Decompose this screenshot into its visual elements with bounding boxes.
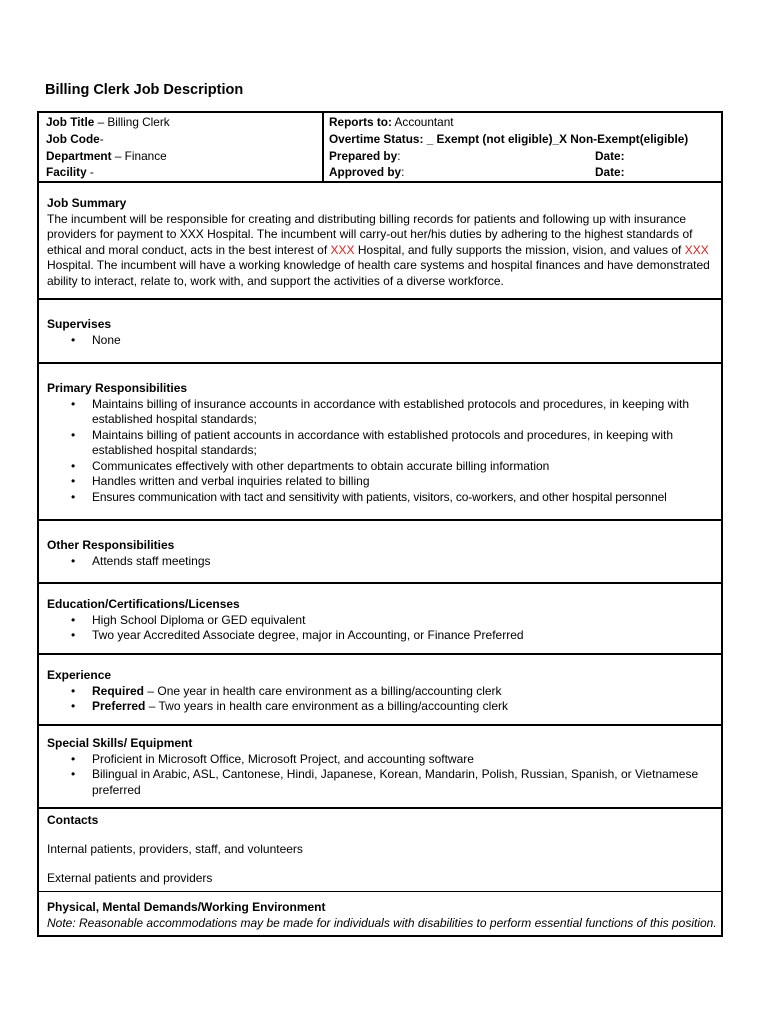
other-responsibilities-list [47, 554, 721, 570]
job-summary-heading: Job Summary [47, 196, 127, 210]
job-summary-text: The incumbent will be responsible for creating and distributing billing records for patients and following up with insurance providers for payment to XXX Hospital. The incumbent will carry-out her/his duties by adhering to the highest standards of ethical and moral conduct, acts in the best interest of XXX Hospital, and fully supports the mission, vision, and values of XXX Hospital. The incumbent will have a working knowledge of health care systems and hospital finances and have demonstrated ability to interact, relate to, work with, and support the activities of a diverse workforce. [47, 211, 710, 288]
education-section [39, 584, 721, 655]
prepared-by-value: : [397, 149, 401, 163]
job-code-row [39, 131, 322, 147]
approved-date-label: Date: [595, 165, 625, 179]
experience-list [47, 684, 721, 715]
contacts-external: External patients and providers [47, 871, 213, 885]
department-value: – Finance [111, 149, 167, 163]
prepared-by-label: Prepared by [329, 149, 398, 163]
supervises-section [39, 300, 721, 364]
overtime-status-row: Overtime Status: _ Exempt (not eligible)_X Non-Exempt(eligible) [329, 132, 689, 146]
job-title-row [39, 114, 322, 130]
special-skills-section [39, 726, 721, 809]
list-item: • Handles written and verbal inquiries related to billing [47, 474, 721, 490]
job-description-table [37, 111, 723, 937]
reports-to-row [322, 114, 721, 130]
job-title-label: Job Title [46, 115, 95, 129]
header-left-column [39, 113, 324, 181]
list-item: • High School Diploma or GED equivalent [47, 613, 721, 629]
prepared-date-label: Date: [595, 149, 625, 163]
header-info [39, 113, 721, 183]
other-responsibilities-heading: Other Responsibilities [47, 538, 175, 552]
job-code-label: Job Code [46, 132, 100, 146]
department-label: Department [46, 149, 112, 163]
experience-heading: Experience [47, 668, 112, 682]
list-item: • Preferred – Two years in health care environment as a billing/accounting clerk [47, 699, 721, 715]
facility-label: Facility [46, 165, 87, 179]
special-skills-list [47, 752, 721, 799]
list-item: • Communicates effectively with other departments to obtain accurate billing information [47, 459, 721, 475]
list-item: • Ensures communication with tact and sensitivity with patients, visitors, co-workers, and other hospital personnel [47, 490, 721, 506]
approved-by-label: Approved by [329, 165, 402, 179]
education-list [47, 613, 721, 644]
other-responsibilities-section [39, 521, 721, 584]
primary-responsibilities-section [39, 364, 721, 521]
list-item: • Bilingual in Arabic, ASL, Cantonese, Hindi, Japanese, Korean, Mandarin, Polish, Russian, Spanish, or Vietnamese preferred [47, 767, 721, 798]
reports-to-value: Accountant [391, 115, 454, 129]
contacts-heading: Contacts [47, 813, 99, 827]
document-title: Billing Clerk Job Description [45, 82, 244, 98]
prepared-by-row [322, 148, 721, 164]
list-item: • Maintains billing of patient accounts in accordance with established protocols and procedures, in keeping with established hospital standards; [47, 428, 721, 459]
reports-to-label: Reports to: [329, 115, 392, 129]
job-code-value: - [99, 132, 104, 146]
approved-by-value: : [401, 165, 405, 179]
list-item: • Required – One year in health care environment as a billing/accounting clerk [47, 684, 721, 700]
supervises-list [47, 333, 721, 349]
job-title-value: – Billing Clerk [94, 115, 170, 129]
facility-value: - [86, 165, 94, 179]
approved-by-row [322, 164, 721, 180]
education-heading: Education/Certifications/Licenses [47, 597, 240, 611]
experience-section [39, 655, 721, 726]
special-skills-heading: Special Skills/ Equipment [47, 736, 193, 750]
physical-demands-heading: Physical, Mental Demands/Working Environment [47, 900, 326, 914]
department-row [39, 148, 322, 164]
physical-demands-section [39, 892, 721, 935]
list-item: • None [47, 333, 721, 349]
list-item: • Proficient in Microsoft Office, Microsoft Project, and accounting software [47, 752, 721, 768]
list-item: • Maintains billing of insurance accounts in accordance with established protocols and procedures, in keeping with established hospital standards; [47, 397, 721, 428]
physical-demands-note: Note: Reasonable accommodations may be made for individuals with disabilities to perform essential functions of this position. [47, 915, 717, 930]
facility-row [39, 164, 322, 180]
primary-responsibilities-list [47, 397, 721, 506]
header-right-column [322, 113, 721, 181]
list-item: • Two year Accredited Associate degree, major in Accounting, or Finance Preferred [47, 628, 721, 644]
primary-responsibilities-heading: Primary Responsibilities [47, 381, 188, 395]
contacts-section [39, 809, 721, 892]
supervises-heading: Supervises [47, 317, 112, 331]
contacts-internal: Internal patients, providers, staff, and volunteers [47, 841, 303, 856]
list-item: • Attends staff meetings [47, 554, 721, 570]
job-summary-section [39, 183, 721, 300]
